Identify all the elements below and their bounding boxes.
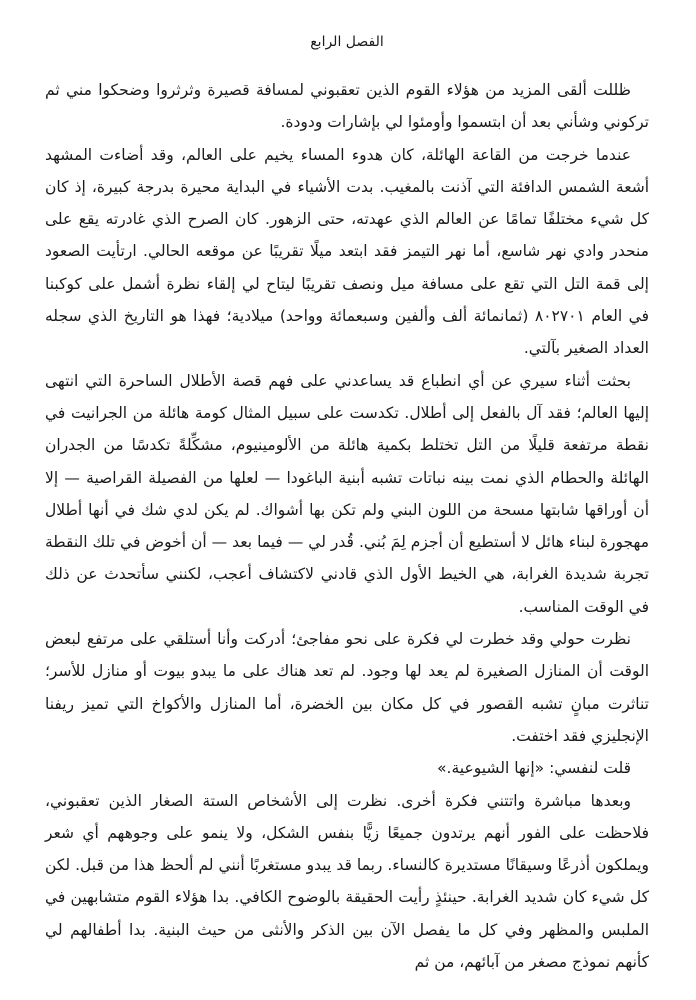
paragraph: بحثت أثناء سيري عن أي انطباع قد يساعدني على فهم قصة الأطلال الساحرة التي انتهى إليها العالم؛ فقد آل بالفعل إلى أطلال. تكدست على سبيل المثال كومة هائلة من الجرانيت في نقطة مرتفعة قليلًا من التل تختلط بكمية هائلة من الألومينيوم، مشكِّلةً تكدسًا من الجدران الهائلة والحطام الذي نمت بينه نباتات تشبه أبنية الباغودا — لعلها من الفصيلة القراصية — إلا أن أوراقها شابتها مسحة من اللون البني ولم تكن بها أشواك. لم يكن لدي شك في أنها أطلال مهجورة لبناء هائل لا أستطيع أن أجزم لِمَ بُني. قُدر لي — فيما بعد — أن أخوض في تلك النقطة تجربة شديدة الغرابة، هي الخيط الأول الذي قادني لاكتشاف أعجب، لكنني سأتحدث عن ذلك في الوقت المناسب. bbox=[45, 371, 649, 616]
paragraph: نظرت حولي وقد خطرت لي فكرة على نحو مفاجئ؛ أدركت وأنا أستلقي على مرتفع لبعض الوقت أن المنازل الصغيرة لم يعد لها وجود. لم تعد هناك على ما يبدو بيوت أو منازل للأسر؛ تناثرت مبانٍ تشبه القصور في كل مكان بين الخضرة، أما المنازل والأكواخ التي تميز ريفنا الإنجليزي فقد اختفت. bbox=[45, 630, 649, 745]
chapter-header: الفصل الرابع bbox=[310, 34, 384, 50]
paragraph: قلت لنفسي: «إنها الشيوعية.» bbox=[437, 759, 631, 778]
paragraph: ظللت ألقى المزيد من هؤلاء القوم الذين تعقبوني لمسافة قصيرة وثرثروا وضحكوا مني ثم تركوني وشأني بعد أن ابتسموا وأومئوا لي بإشارات ودودة. bbox=[45, 81, 649, 132]
paragraph: وبعدها مباشرة واتتني فكرة أخرى. نظرت إلى الأشخاص الستة الصغار الذين تعقبوني، فلاحظت على الفور أنهم يرتدون جميعًا زيًّا بنفس الشكل، ولا ينمو على وجوههم أي شعر ويملكون أذرعًا وسيقانًا مستديرة كالنساء. ربما قد يبدو مستغربًا أنني لم ألحظ هذا من قبل. لكن كل شيء كان شديد الغرابة. حينئذٍ رأيت الحقيقة بالوضوح الكافي. بدا هؤلاء القوم متشابهين في الملبس والمظهر وفي كل ما يفصل الآن بين الذكر والأنثى من حيث البنية. بدا أطفالهم لي كأنهم نموذج مصغر من آبائهم، من ثم bbox=[45, 791, 649, 972]
body-text bbox=[45, 74, 649, 978]
paragraph: عندما خرجت من القاعة الهائلة، كان هدوء المساء يخيم على العالم، وقد أضاءت المشهد أشعة الشمس الدافئة التي آذنت بالمغيب. بدت الأشياء في البداية محيرة بدرجة كبيرة، إذ كان كل شيء مختلفًا تمامًا عن العالم الذي عهدته، حتى الزهور. كان الصرح الذي غادرته يقع على منحدر وادي نهر شاسع، أما نهر التيمز فقد ابتعد ميلًا تقريبًا عن موقعه الحالي. ارتأيت الصعود إلى قمة التل التي تقع على مسافة ميل ونصف تقريبًا ليتاح لي إلقاء نظرة أشمل على كوكبنا في العام ٨٠٢٧٠١ (ثمانمائة ألف وألفين وسبعمائة وواحد) ميلادية؛ فهذا هو التاريخ الذي سجله العداد الصغير بآلتي. bbox=[45, 145, 649, 358]
